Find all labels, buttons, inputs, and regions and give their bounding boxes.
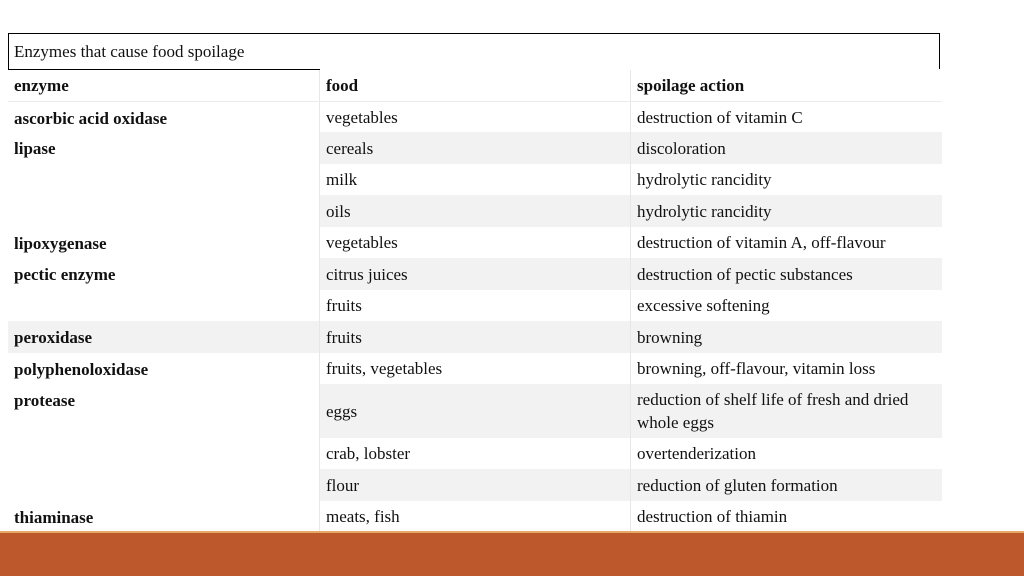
table-row	[8, 501, 942, 532]
action-cell: hydrolytic rancidity	[630, 164, 942, 195]
food-cell: meats, fish	[319, 501, 630, 532]
action-cell: destruction of vitamin C	[630, 102, 942, 132]
enzyme-cell	[8, 469, 319, 501]
action-cell: destruction of vitamin A, off-flavour	[630, 227, 942, 258]
header-food: food	[319, 70, 630, 101]
enzyme-cell: lipase	[14, 139, 56, 158]
food-cell: fruits	[319, 321, 630, 353]
enzyme-cell: protease	[14, 391, 76, 410]
table-row	[8, 132, 942, 164]
action-cell: hydrolytic rancidity	[630, 195, 942, 227]
header-enzyme: enzyme	[14, 76, 69, 95]
action-cell: browning, off-flavour, vitamin loss	[630, 353, 942, 384]
footer-bar	[0, 533, 1024, 576]
action-cell: destruction of thiamin	[630, 501, 942, 532]
enzyme-cell	[8, 195, 319, 227]
header-action: spoilage action	[630, 70, 942, 101]
enzyme-cell: peroxidase	[8, 321, 319, 353]
action-cell: excessive softening	[630, 290, 942, 321]
food-cell: milk	[319, 164, 630, 195]
table-row	[8, 164, 942, 195]
table-row	[8, 353, 942, 384]
table-row	[8, 321, 942, 353]
food-cell: vegetables	[319, 102, 630, 132]
table-row	[8, 101, 942, 132]
action-cell: browning	[630, 321, 942, 353]
table-caption: Enzymes that cause food spoilage	[14, 42, 245, 61]
food-cell: vegetables	[319, 227, 630, 258]
table-row	[8, 258, 942, 290]
food-cell: citrus juices	[319, 258, 630, 290]
enzyme-cell: lipoxygenase	[14, 234, 107, 253]
table-row	[8, 290, 942, 321]
enzyme-cell: ascorbic acid oxidase	[14, 109, 167, 128]
food-cell: eggs	[319, 384, 630, 438]
enzyme-table	[8, 70, 942, 532]
enzyme-cell: pectic enzyme	[14, 265, 116, 284]
food-cell: fruits	[319, 290, 630, 321]
action-cell: discoloration	[630, 132, 942, 164]
table-header-row	[8, 70, 942, 101]
food-cell: crab, lobster	[319, 438, 630, 469]
food-cell: cereals	[319, 132, 630, 164]
table-row	[8, 384, 942, 438]
enzyme-cell: polyphenoloxidase	[14, 360, 149, 379]
table-row	[8, 195, 942, 227]
food-cell: oils	[319, 195, 630, 227]
table-row	[8, 227, 942, 258]
action-cell: destruction of pectic substances	[630, 258, 942, 290]
food-cell: fruits, vegetables	[319, 353, 630, 384]
action-cell: reduction of shelf life of fresh and dried whole eggs	[630, 384, 942, 438]
table-row	[8, 469, 942, 501]
enzyme-cell	[8, 164, 319, 195]
enzyme-cell	[8, 290, 319, 321]
enzyme-cell	[8, 438, 319, 469]
action-cell: overtenderization	[630, 438, 942, 469]
food-cell: flour	[319, 469, 630, 501]
action-cell: reduction of gluten formation	[630, 469, 942, 501]
enzyme-cell: thiaminase	[14, 508, 94, 527]
table-row	[8, 438, 942, 469]
